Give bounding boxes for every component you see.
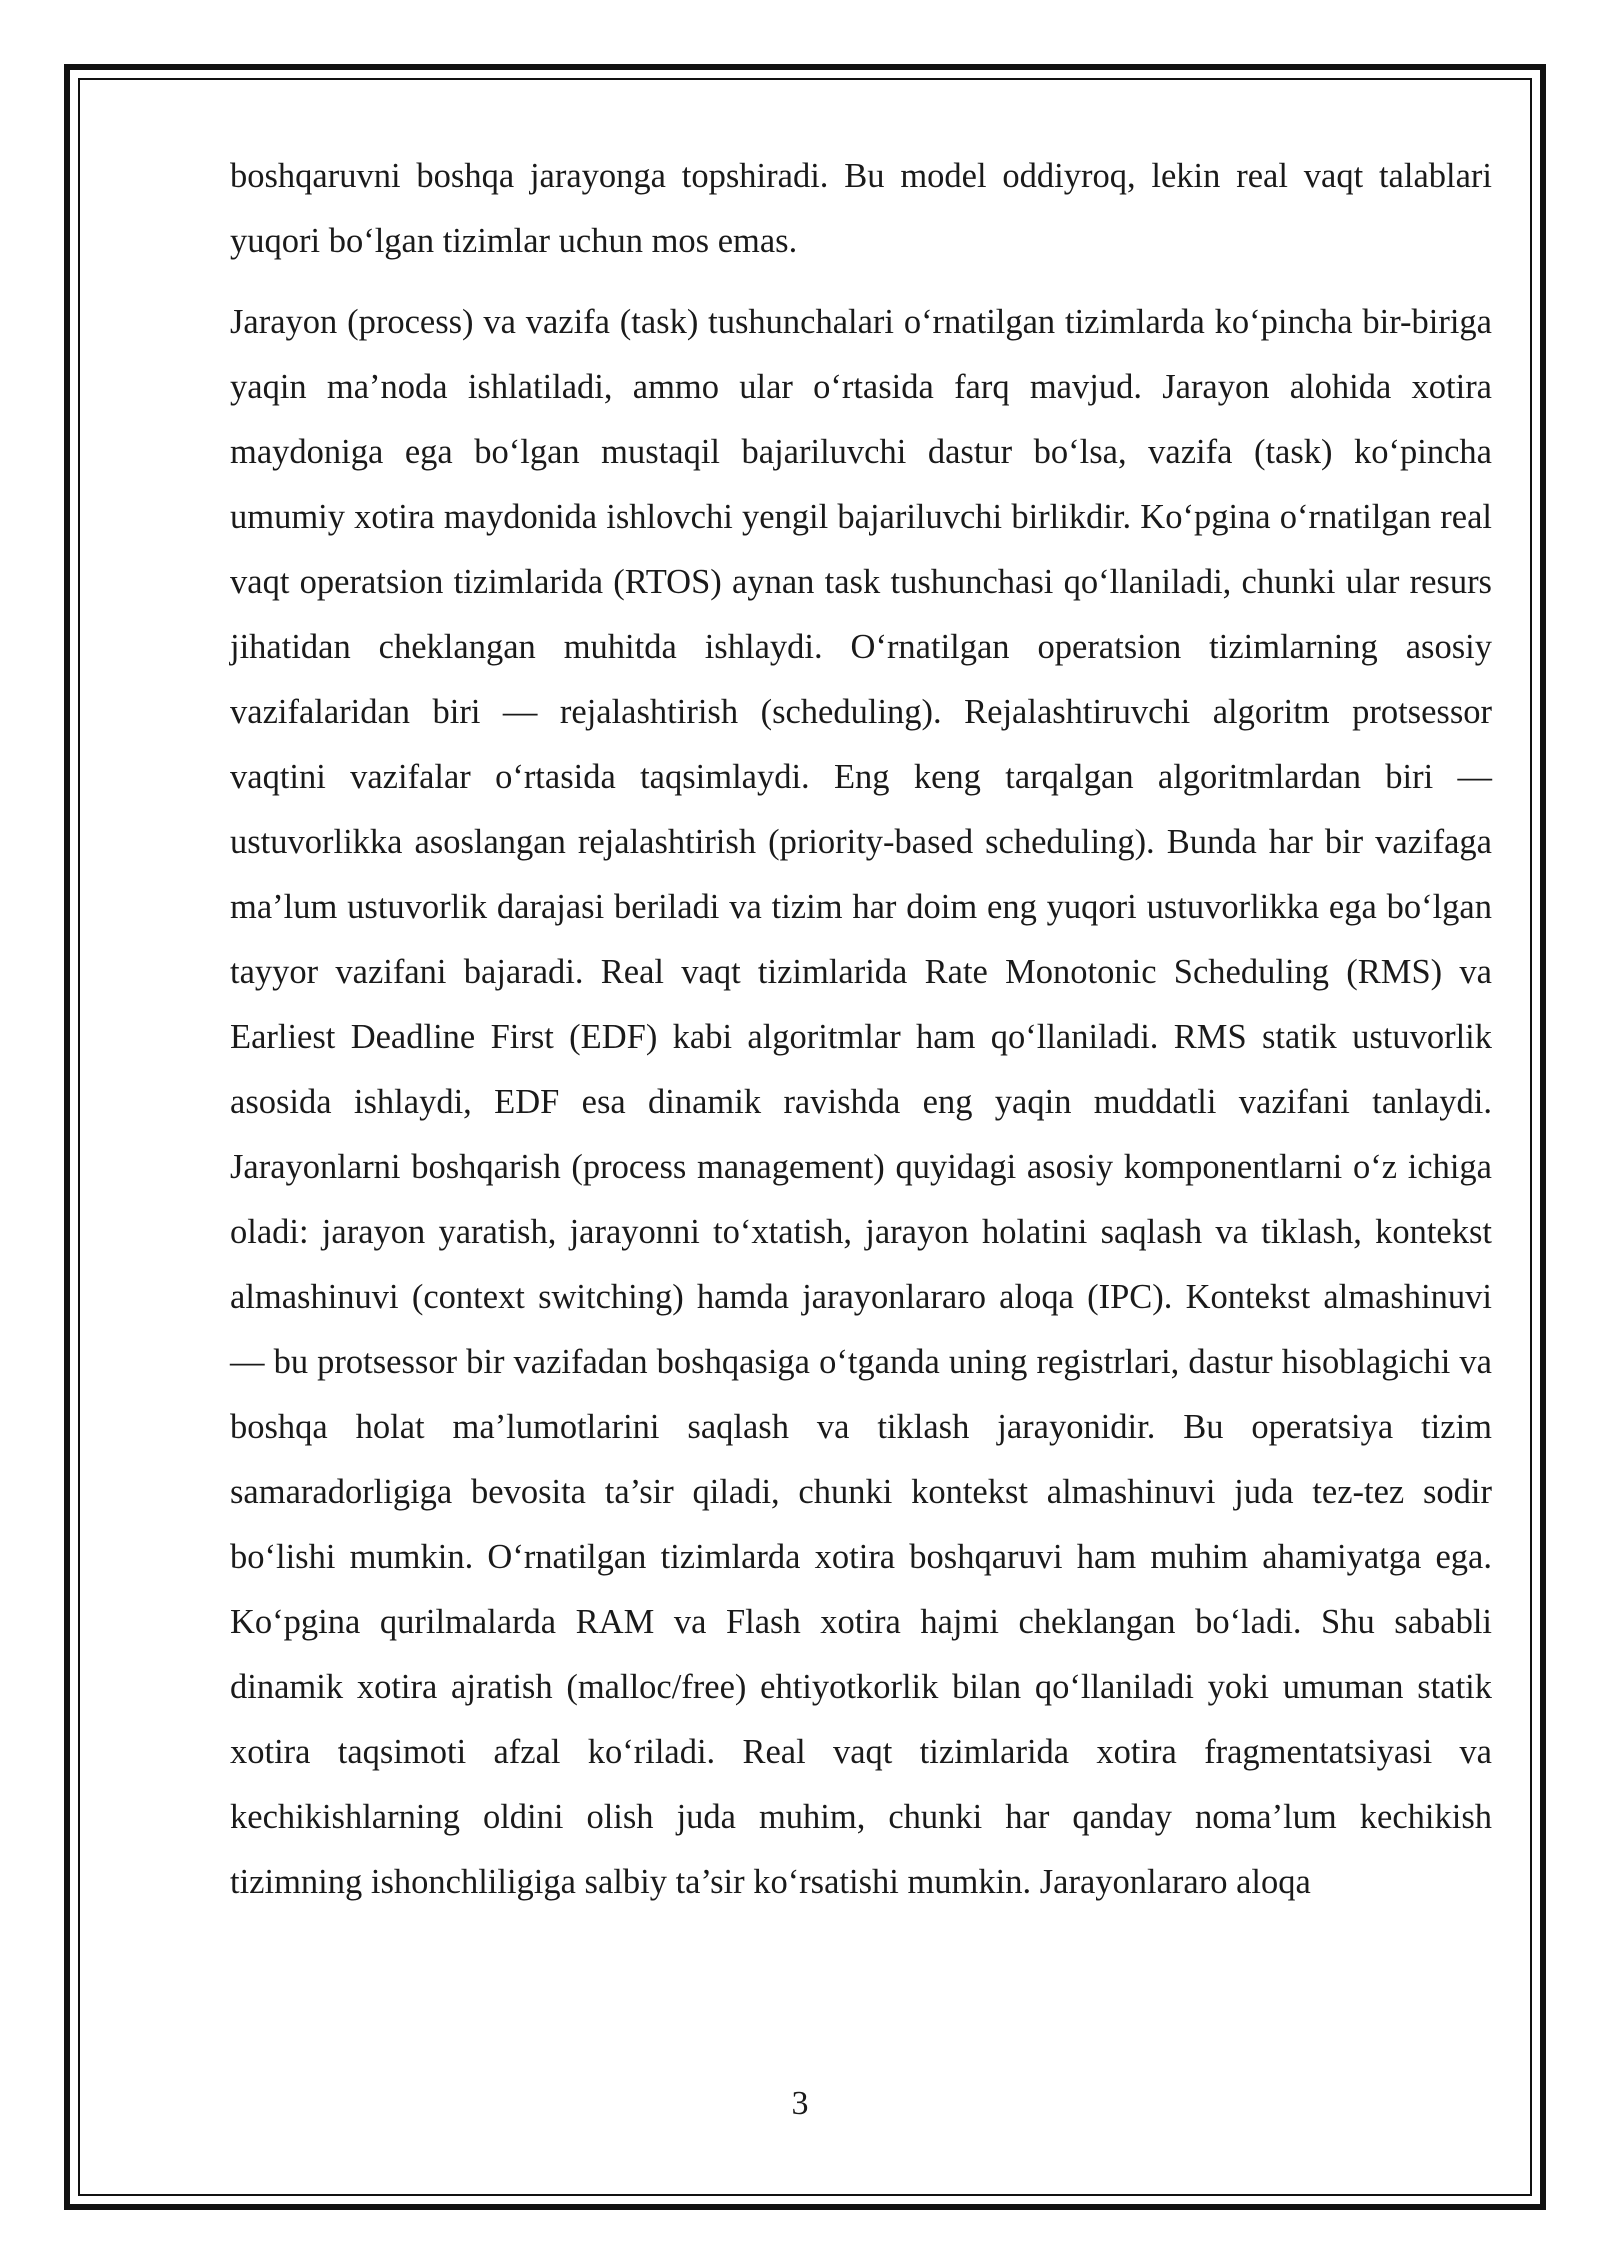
- paragraph-continuation: boshqaruvni boshqa jarayonga topshiradi. Bu model oddiyroq, lekin real vaqt talablari yuqori bo‘lgan tizimlar uchun mos emas.: [230, 157, 1492, 260]
- page-number: 3: [791, 2085, 809, 2122]
- document-body: [230, 144, 1492, 1915]
- paragraph-process-and-task: Jarayon (process) va vazifa (task) tushunchalari o‘rnatilgan tizimlarda ko‘pincha bir-biriga yaqin ma’noda ishlatiladi, ammo ular o‘rtasida farq mavjud. Jarayon alohida xotira maydoniga ega bo‘lgan mustaqil bajariluvchi dastur bo‘lsa, vazifa (task) ko‘pincha umumiy xotira maydonida ishlovchi yengil bajariluvchi birlikdir. Ko‘pgina o‘rnatilgan real vaqt operatsion tizimlarida (RTOS) aynan task tushunchasi qo‘llaniladi, chunki ular resurs jihatidan cheklangan muhitda ishlaydi. O‘rnatilgan operatsion tizimlarning asosiy vazifalaridan biri — rejalashtirish (scheduling). Rejalashtiruvchi algoritm protsessor vaqtini vazifalar o‘rtasida taqsimlaydi. Eng keng tarqalgan algoritmlardan biri — ustuvorlikka asoslangan rejalashtirish (priority-based scheduling). Bunda har bir vazifaga ma’lum ustuvorlik darajasi beriladi va tizim har doim eng yuqori ustuvorlikka ega bo‘lgan tayyor vazifani bajaradi. Real vaqt tizimlarida Rate Monotonic Scheduling (RMS) va Earliest Deadline First (EDF) kabi algoritmlar ham qo‘llaniladi. RMS statik ustuvorlik asosida ishlaydi, EDF esa dinamik ravishda eng yaqin muddatli vazifani tanlaydi. Jarayonlarni boshqarish (process management) quyidagi asosiy komponentlarni o‘z ichiga oladi: jarayon yaratish, jarayonni to‘xtatish, jarayon holatini saqlash va tiklash, kontekst almashinuvi (context switching) hamda jarayonlararo aloqa (IPC). Kontekst almashinuvi — bu protsessor bir vazifadan boshqasiga o‘tganda uning registrlari, dastur hisoblagichi va boshqa holat ma’lumotlarini saqlash va tiklash jarayonidir. Bu operatsiya tizim samaradorligiga bevosita ta’sir qiladi, chunki kontekst almashinuvi juda tez-tez sodir bo‘lishi mumkin. O‘rnatilgan tizimlarda xotira boshqaruvi ham muhim ahamiyatga ega. Ko‘pgina qurilmalarda RAM va Flash xotira hajmi cheklangan bo‘ladi. Shu sababli dinamik xotira ajratish (malloc/free) ehtiyotkorlik bilan qo‘llaniladi yoki umuman statik xotira taqsimoti afzal ko‘riladi. Real vaqt tizimlarida xotira fragmentatsiyasi va kechikishlarning oldini olish juda muhim, chunki har qanday noma’lum kechikish tizimning ishonchliligiga salbiy ta’sir ko‘rsatishi mumkin. Jarayonlararo aloqa: [230, 303, 1492, 1901]
